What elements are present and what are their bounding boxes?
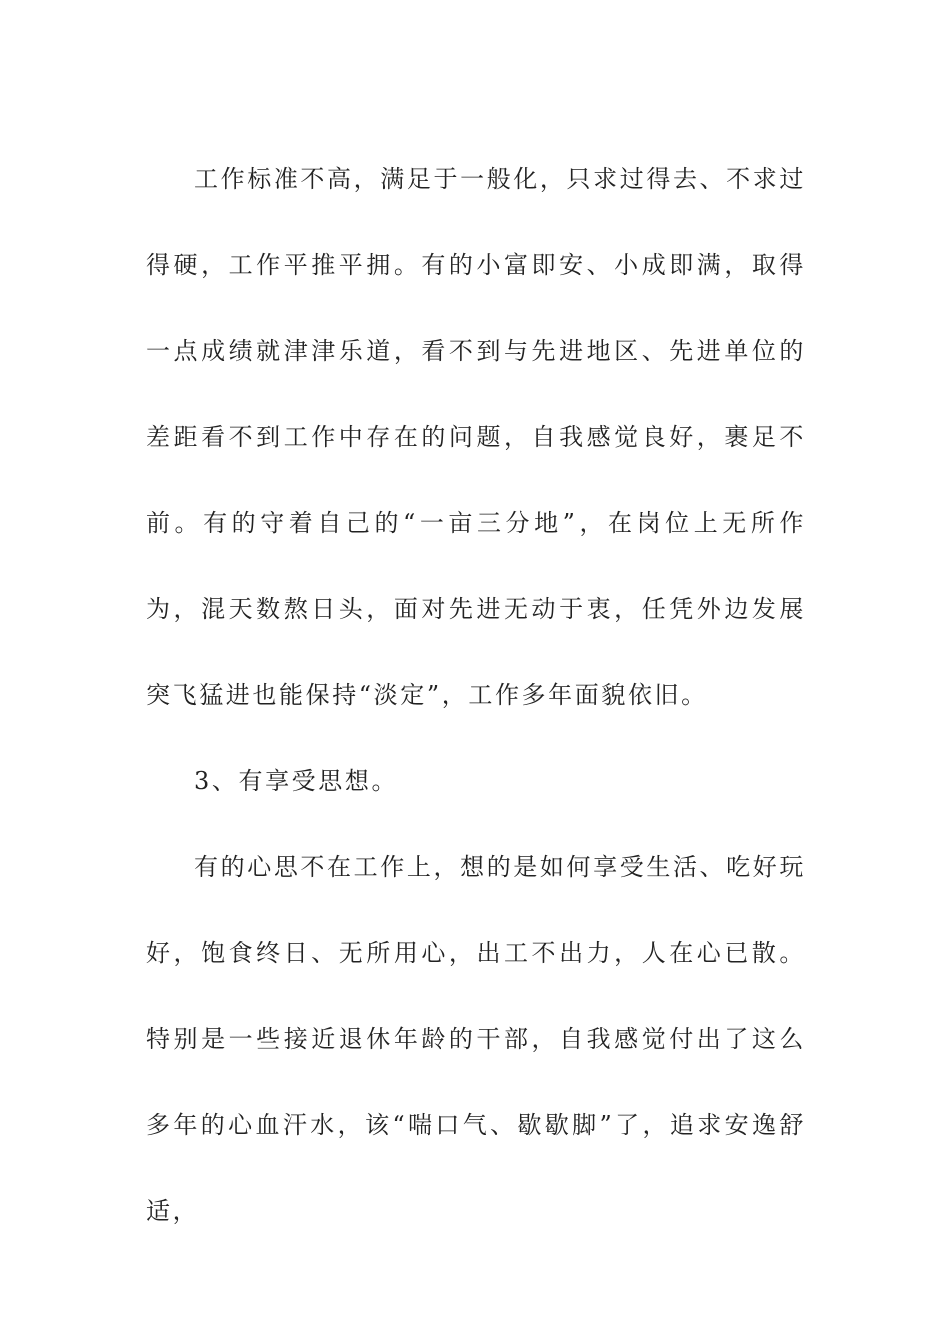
document-body	[146, 136, 806, 1254]
paragraph-enjoyment-thinking: 有的心思不在工作上，想的是如何享受生活、吃好玩好，饱食终日、无所用心，出工不出力，人在心已散。特别是一些接近退休年龄的干部，自我感觉付出了这么多年的心血汗水，该“喘口气、歇歇脚”了，追求安逸舒适，	[146, 853, 806, 1225]
section-heading-enjoyment-thinking: 3、有享受思想。	[194, 767, 399, 795]
paragraph-work-standards: 工作标准不高，满足于一般化，只求过得去、不求过得硬，工作平推平拥。有的小富即安、小成即满，取得一点成绩就津津乐道，看不到与先进地区、先进单位的差距看不到工作中存在的问题，自我感觉良好，裹足不前。有的守着自己的“一亩三分地”，在岗位上无所作为，混天数熬日头，面对先进无动于衷，任凭外边发展突飞猛进也能保持“淡定”，工作多年面貌依旧。	[146, 165, 806, 709]
